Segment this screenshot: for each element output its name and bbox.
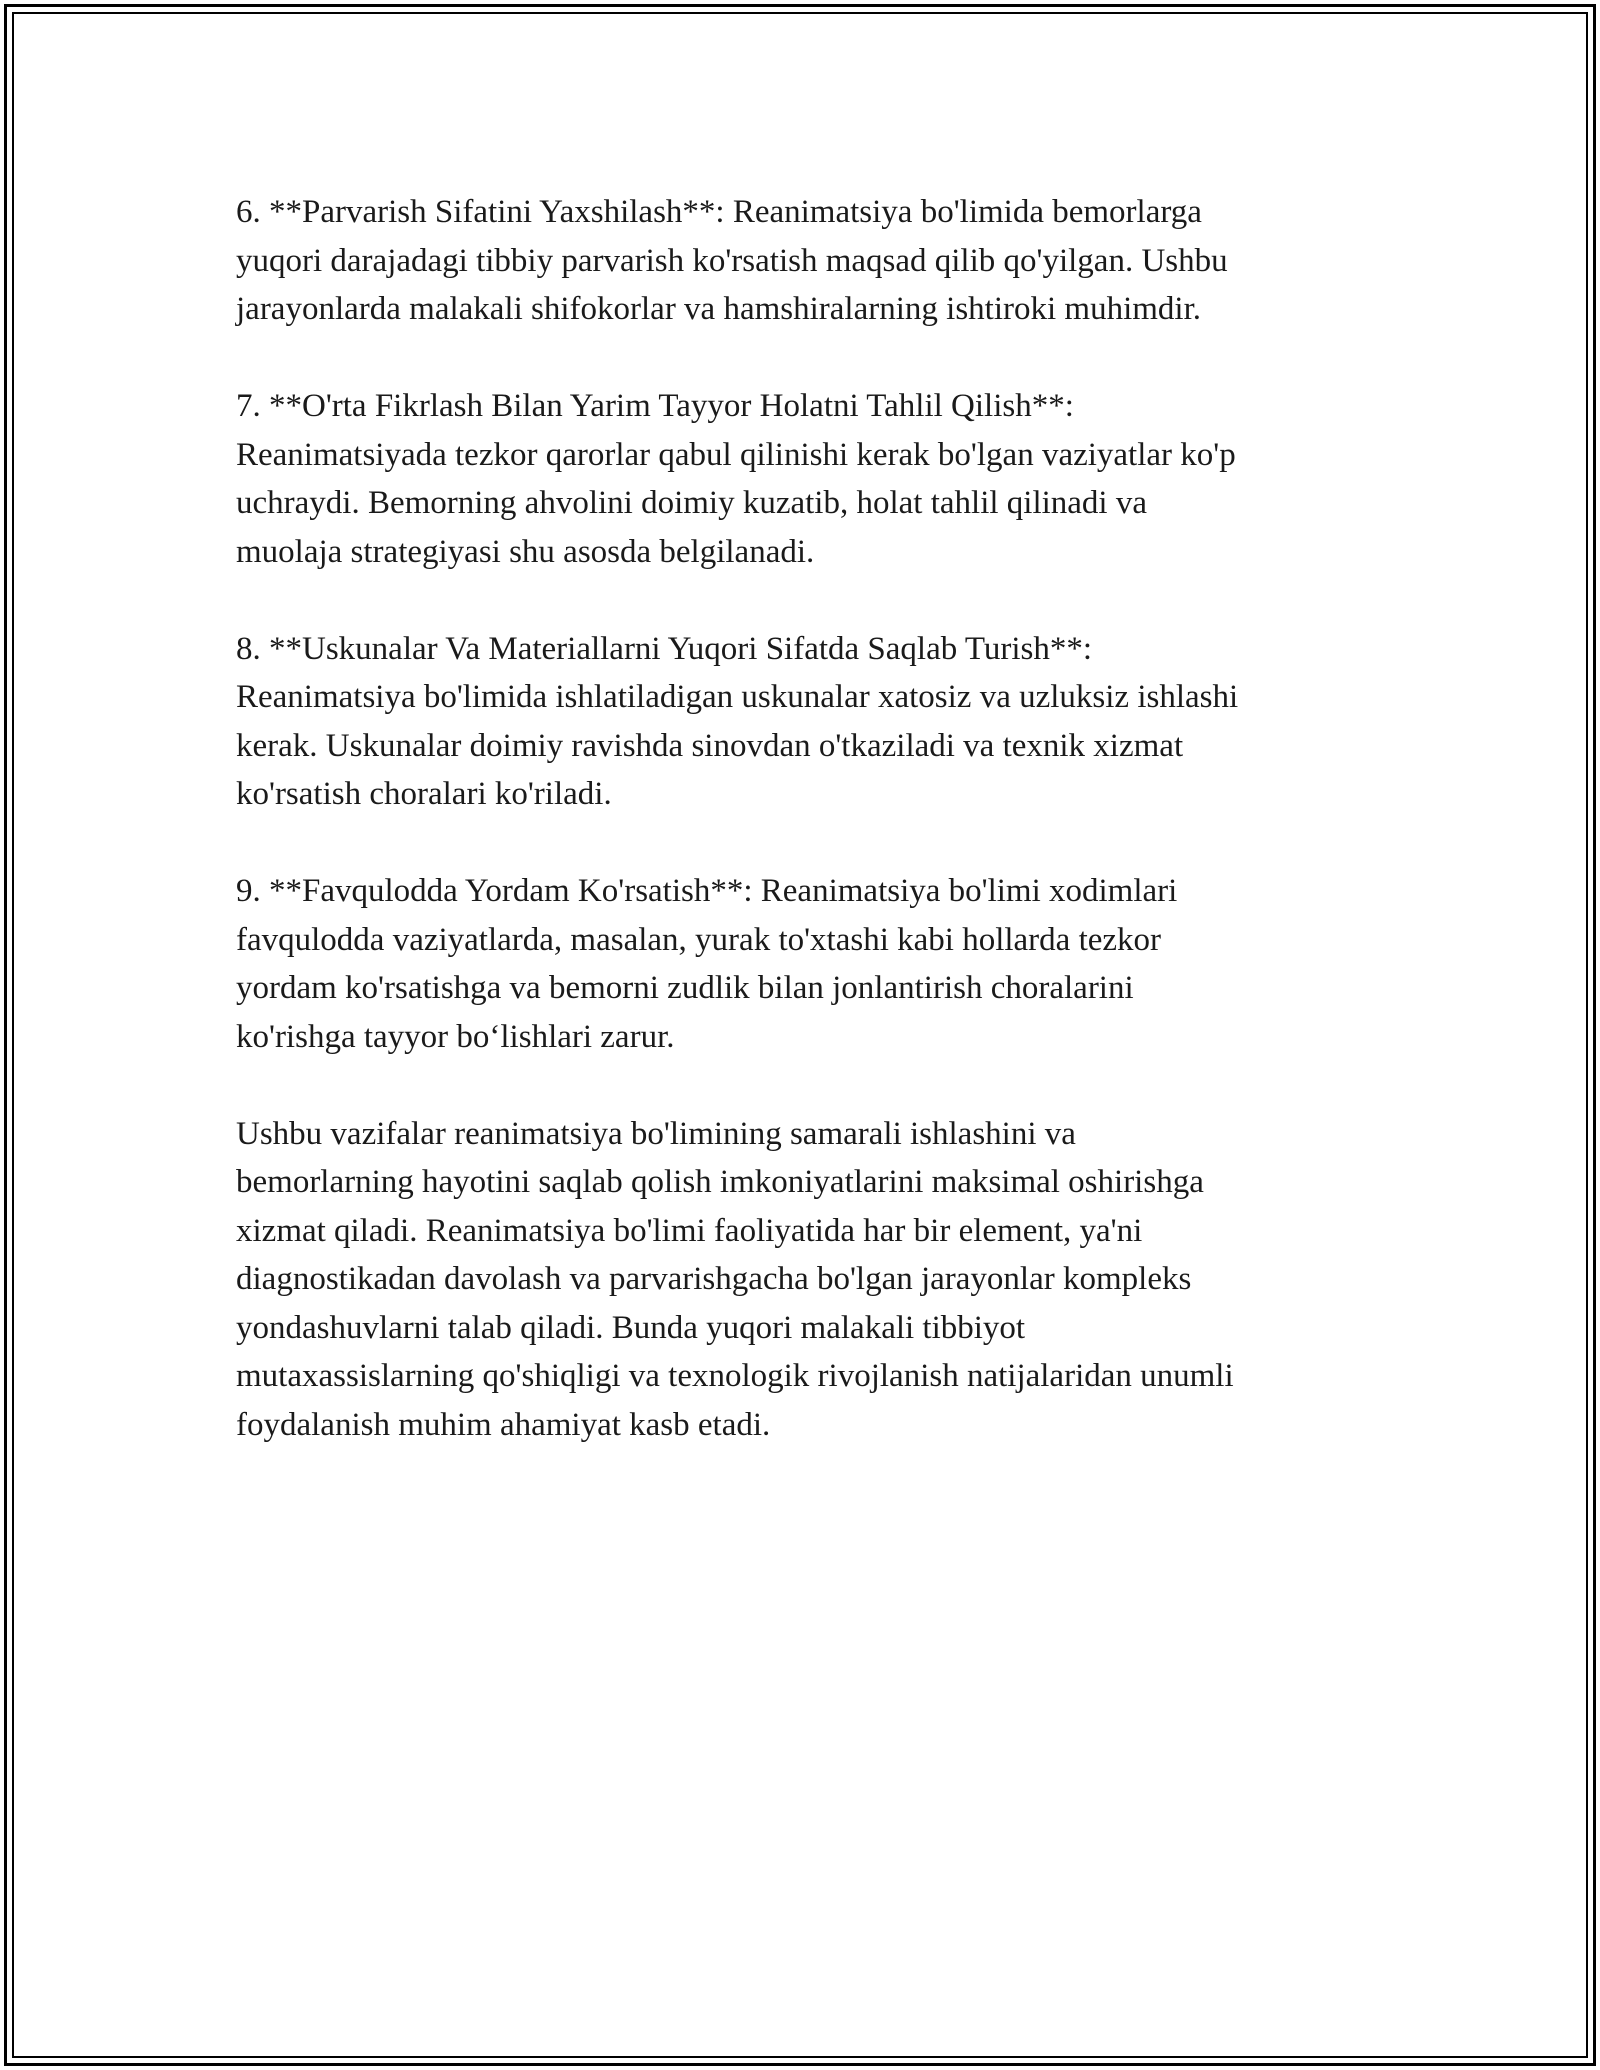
paragraph-item-8: 8. **Uskunalar Va Materiallarni Yuqori Sifatda Saqlab Turish**: Reanimatsiya bo'limida ishlatiladigan uskunalar xatosiz va uzluksiz ishlashi kerak. Uskunalar doimiy ravishda sinovdan o'tkaziladi va texnik xizmat ko'rsatish choralari ko'riladi. — [236, 630, 1239, 812]
paragraph-item-6: 6. **Parvarish Sifatini Yaxshilash**: Reanimatsiya bo'limida bemorlarga yuqori darajadagi tibbiy parvarish ko'rsatish maqsad qilib qo'yilgan. Ushbu jarayonlarda malakali shifokorlar va hamshiralarning ishtiroki muhimdir. — [236, 194, 1228, 327]
document-body — [236, 188, 1366, 1498]
paragraph-item-9: 9. **Favqulodda Yordam Ko'rsatish**: Reanimatsiya bo'limi xodimlari favqulodda vaziyatlarda, masalan, yurak to'xtashi kabi hollarda tezkor yordam ko'rsatishga va bemorni zudlik bilan jonlantirish choralarini ko'rishga tayyor bo‘lishlari zarur. — [236, 873, 1178, 1055]
paragraph-item-7: 7. **O'rta Fikrlash Bilan Yarim Tayyor Holatni Tahlil Qilish**: Reanimatsiyada tezkor qarorlar qabul qilinishi kerak bo'lgan vaziyatlar ko'p uchraydi. Bemorning ahvolini doimiy kuzatib, holat tahlil qilinadi va muolaja strategiyasi shu asosda belgilanadi. — [236, 388, 1236, 570]
paragraph-conclusion: Ushbu vazifalar reanimatsiya bo'limining samarali ishlashini va bemorlarning hayotini saqlab qolish imkoniyatlarini maksimal oshirishga xizmat qiladi. Reanimatsiya bo'limi faoliyatida har bir element, ya'ni diagnostikadan davolash va parvarishgacha bo'lgan jarayonlar kompleks yondashuvlarni talab qiladi. Bunda yuqori malakali tibbiyot mutaxassislarning qo'shiqligi va texnologik rivojlanish natijalaridan unumli foydalanish muhim ahamiyat kasb etadi. — [236, 1115, 1234, 1443]
